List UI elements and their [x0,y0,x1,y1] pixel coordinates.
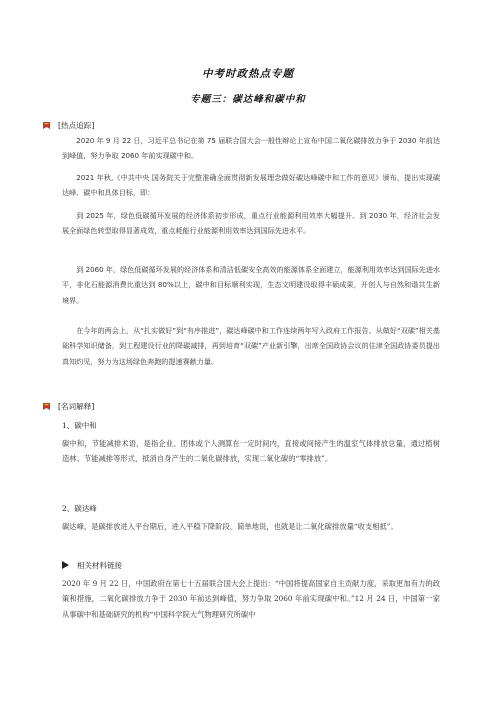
section-heading-label: [热点追踪] [58,121,95,130]
paragraph-announcement: 2020 年 9 月 22 日，习近平总书记在第 75 届联合国大会一般性辩论上宣布中国二氧化碳排放力争于 2030 年前达到峰值，努力争取 2060 年前实现碳中和。 [62,136,440,161]
paragraph-2060-goals: 到 2060 年，绿色低碳循环发展的经济体系和清洁低碳安全高效的能源体系全面建立，能源利用效率达到国际先进水平，非化石能源消费比重达到 80%以上，碳中和目标顺利实现，生态文明建设取得丰硕成果，开创人与自然和谐共生新境界。 [62,265,440,305]
term-carbon-peak-text: 碳达峰，是碳排放进入平台期后，进入平稳下降阶段。简单地说，也就是让二氧化碳排放量“收支相抵”。 [62,522,398,531]
related-materials-text: 2020 年 9 月 22 日，中国政府在第七十五届联合国大会上提出：“中国将提高国家自主贡献力度，采取更加有力的政策和措施，二氧化碳排放力争于 2030 年前达到峰值，努力争取 2060 年前实现碳中和。”12 月 24 日，中国第一家从事碳中和基础研究的机构“中国科学院大气物理研究所碳中 [62,579,440,619]
arrow-right-icon [62,561,69,571]
section-heading-label: [名词解释] [58,402,95,411]
paragraph-2025-2030-goals: 到 2025 年，绿色低碳循环发展的经济体系初步形成，重点行业能源利用效率大幅提升。到 2030 年，经济社会发展全面绿色转型取得显著成效，重点耗能行业能源利用效率达到国际先进水平。 [62,211,440,236]
related-materials-label: 相关材料链接 [77,561,122,570]
term-carbon-peak-title: 2、碳达峰 [62,504,97,513]
bookmark-icon [42,402,51,411]
term-carbon-neutrality-title: 1、碳中和 [62,421,97,430]
document-subtitle: 专题三：碳达峰和碳中和 [190,94,306,105]
bookmark-icon [42,121,51,130]
term-carbon-neutrality-text: 碳中和，节能减排术语，是指企业、团体或个人测算在一定时间内，直接或间接产生的温室气体排放总量，通过植树造林、节能减排等形式，抵消自身产生的二氧化碳排放，实现二氧化碳的“零排放”。 [62,439,440,464]
paragraph-two-sessions: 在今年的两会上，从“扎实做好”到“有序推进”，碳达峰碳中和工作连续两年写入政府工作报告。从做好“双碳”相关基础科学知识储备，到工程建设行业的降碳减排，再到培育“双碳”产业新引擎，出席全国政协会议的住津全国政协委员提出真知灼见，努力为这场绿色奔跑的提速赛献力量。 [62,326,440,366]
section-heading-hot-tracking [42,120,94,131]
paragraph-opinion: 2021 年秋,《中共中央 国务院关于完整准确全面贯彻新发展理念做好碳达峰碳中和工作的意见》颁布，提出实现碳达峰、碳中和具体目标，即： [62,173,440,198]
related-materials-heading [62,560,122,571]
section-heading-term-explanation [42,401,94,412]
document-title: 中考时政热点专题 [202,68,294,80]
